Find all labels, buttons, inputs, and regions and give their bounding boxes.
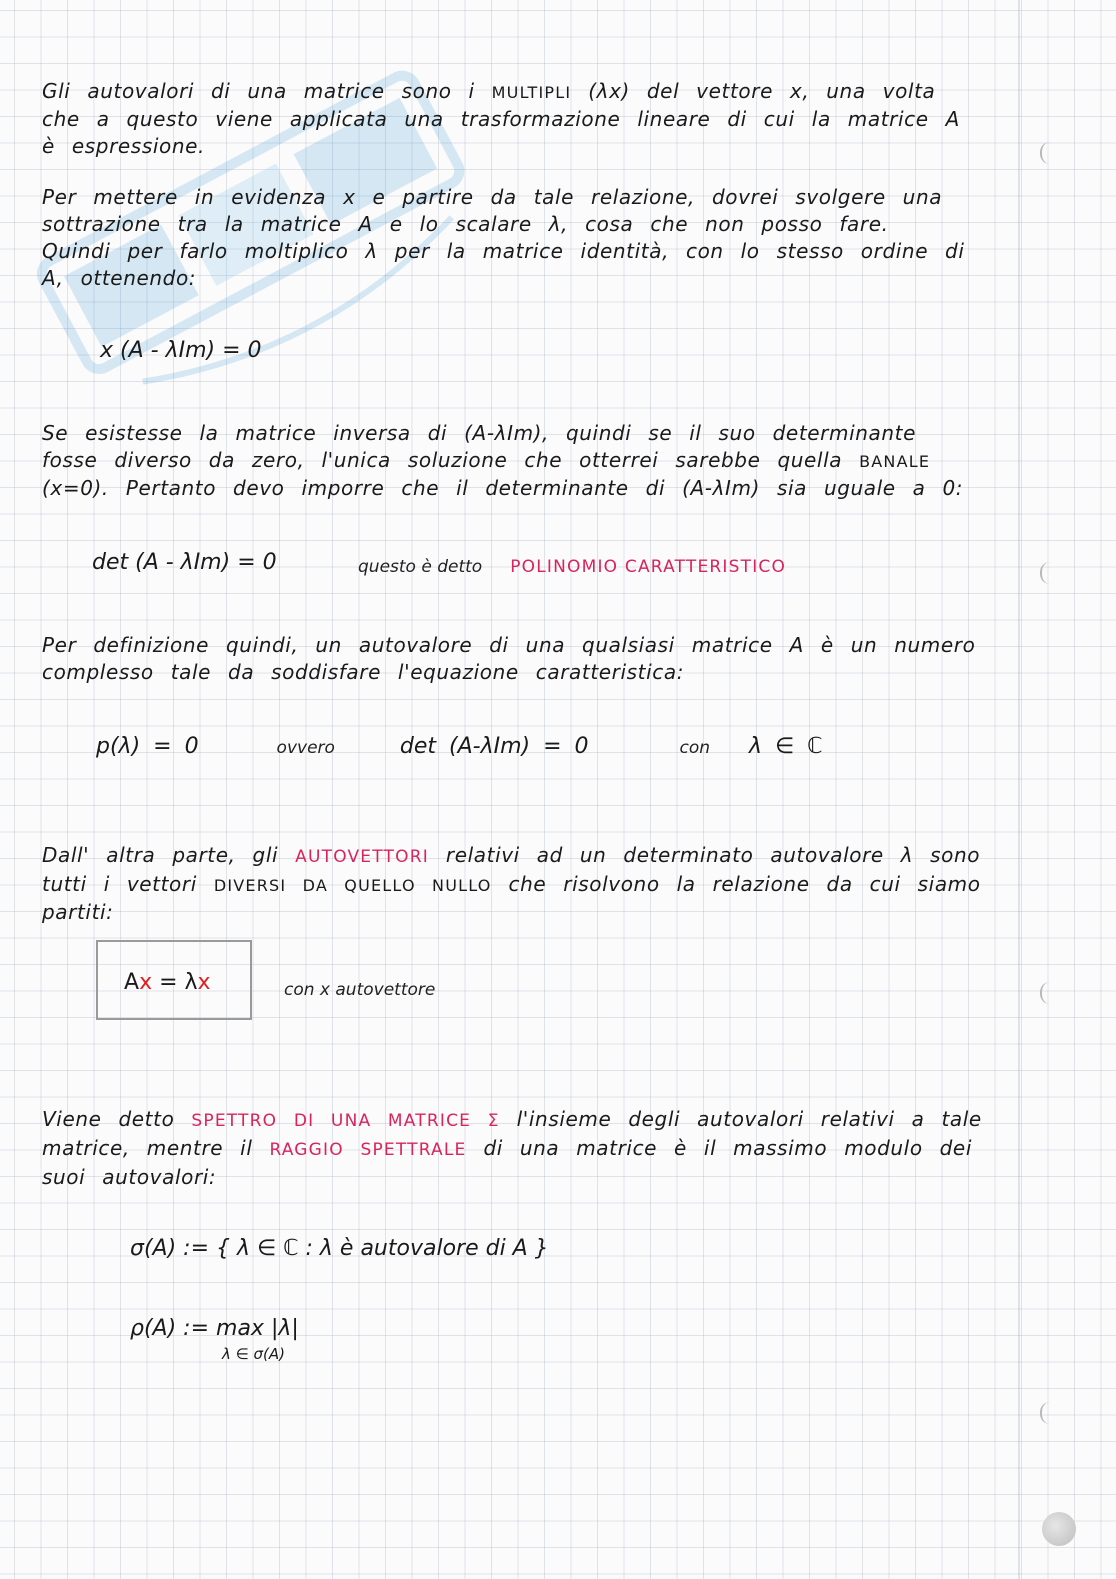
- p5-text: Per definizione quindi, un autovalore di una qualsiasi matrice A è un numero complesso tale da soddisfare l'equazione caratteristica:: [42, 633, 976, 684]
- formula-characteristic-equation: [96, 734, 823, 759]
- p4-banale: BANALE: [859, 452, 931, 471]
- f4-c: = λ: [159, 970, 198, 995]
- f4-a: A: [124, 970, 140, 995]
- formula-determinant: [92, 550, 277, 575]
- p1-text-c: (λx) del vettore x, una volta che a questo viene applicata una trasformazione lineare di cui la matrice A è espressione.: [42, 79, 960, 158]
- binder-hole-icon: [1040, 142, 1056, 164]
- formula-2-text: det (A - λIm) = 0: [92, 550, 277, 575]
- f2-note-a: questo è detto: [358, 557, 483, 577]
- formula-spectral-radius: [130, 1316, 299, 1341]
- p7-text-c: l'insieme degli autovalori relativi a tale matrice, mentre il: [42, 1107, 982, 1160]
- paragraph-subtraction: [42, 184, 982, 238]
- p6-diversi: DIVERSI DA QUELLO NULLO: [213, 876, 492, 895]
- p6-text-c: relativi ad un determinato autovalore λ sono tutti i vettori: [42, 843, 981, 896]
- f3-c: det (A-λIm) = 0: [399, 734, 589, 759]
- paragraph-spectrum: [42, 1106, 982, 1191]
- paragraph-eigenvalues-intro: [42, 78, 982, 160]
- raggio-spettrale-label: RAGGIO SPETTRALE: [269, 1140, 467, 1160]
- p1-multipli: MULTIPLI: [491, 83, 572, 102]
- formula-spectrum-definition: [130, 1236, 549, 1261]
- polinomio-caratteristico-label: POLINOMIO CARATTERISTICO: [510, 557, 787, 577]
- f3-a: p(λ) = 0: [96, 734, 199, 759]
- f3-d: con: [679, 738, 711, 758]
- p6-text-e: che risolvono la relazione da cui siamo partiti:: [42, 872, 981, 924]
- p6-text-a: Dall' altra parte, gli: [42, 843, 279, 867]
- formula-x-a-lambda-i: [100, 338, 262, 363]
- p7-text-a: Viene detto: [42, 1107, 175, 1131]
- eigenvector-note: [284, 976, 435, 1001]
- max-subscript: [222, 1345, 285, 1363]
- margin-line: [1018, 0, 1020, 1579]
- paragraph-eigenvectors: [42, 842, 982, 926]
- paragraph-identity: [42, 238, 982, 292]
- p1-text-a: Gli autovalori di una matrice sono i: [42, 79, 475, 103]
- autovettori-label: AUTOVETTORI: [295, 847, 429, 867]
- page-corner-dot-icon: [1042, 1512, 1076, 1546]
- binder-hole-icon: [1040, 982, 1056, 1004]
- formula-ax-lambda-x: [124, 970, 211, 995]
- spettro-label: SPETTRO DI UNA MATRICE Σ: [191, 1111, 500, 1131]
- f3-b: ovvero: [276, 738, 335, 758]
- f4-b: x: [139, 970, 153, 995]
- f6-a: ρ(A) := max |λ|: [130, 1316, 299, 1341]
- paragraph-inverse-matrix: [42, 420, 982, 502]
- p4-text-c: (x=0). Pertanto devo imporre che il determinante di (A-λIm) sia uguale a 0:: [42, 476, 964, 500]
- f3-e: λ ∈ ℂ: [749, 734, 823, 759]
- binder-hole-icon: [1040, 1402, 1056, 1424]
- p7-text-e: di una matrice è il massimo modulo dei suoi autovalori:: [42, 1136, 972, 1189]
- characteristic-polynomial-note: [358, 553, 786, 578]
- formula-1-text: x (A - λIm) = 0: [100, 338, 262, 363]
- f4-note: con x autovettore: [284, 980, 436, 1000]
- f5-text: σ(A) := { λ ∈ ℂ : λ è autovalore di A }: [130, 1236, 549, 1261]
- p2-text: Per mettere in evidenza x e partire da tale relazione, dovrei svolgere una sottrazione tra la matrice A e lo scalare λ, cosa che non posso fare.: [42, 185, 943, 236]
- paragraph-definition: [42, 632, 982, 686]
- f4-d: x: [197, 970, 211, 995]
- f6-b: λ ∈ σ(A): [222, 1345, 285, 1363]
- p3-text: Quindi per farlo moltiplico λ per la matrice identità, con lo stesso ordine di A, ottenendo:: [42, 239, 965, 290]
- p4-text-a: Se esistesse la matrice inversa di (A-λIm), quindi se il suo determinante fosse diverso da zero, l'unica soluzione che otterrei sarebbe quella: [42, 421, 916, 472]
- binder-hole-icon: [1040, 562, 1056, 584]
